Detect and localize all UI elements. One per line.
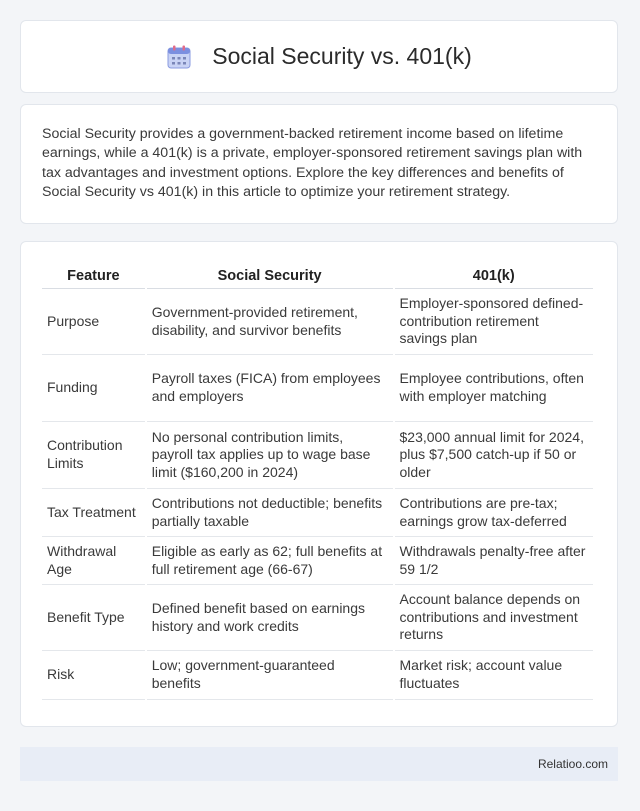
401k-cell: Employee contributions, often with employer matching	[395, 355, 594, 422]
401k-cell: $23,000 annual limit for 2024, plus $7,500 catch-up if 50 or older	[395, 422, 594, 489]
social-security-cell: Government-provided retirement, disability, and survivor benefits	[147, 289, 393, 355]
table-row	[42, 537, 593, 585]
table-row	[42, 585, 593, 651]
table-row	[42, 651, 593, 700]
intro-card	[20, 104, 618, 224]
social-security-cell: Contributions not deductible; benefits partially taxable	[147, 489, 393, 537]
social-security-cell: No personal contribution limits, payroll tax applies up to wage base limit ($160,200 in 2024)	[147, 422, 393, 489]
table-row	[42, 422, 593, 489]
401k-cell: Withdrawals penalty-free after 59 1/2	[395, 537, 594, 585]
table-row	[42, 489, 593, 537]
footer-brand[interactable]: Relatioo.com	[537, 757, 608, 771]
intro-text: Social Security provides a government-backed retirement income based on lifetime earnings, while a 401(k) is a private, employer-sponsored retirement savings plan with tax advantages and investment options. Explore the key differences and benefits of Social Security vs 401(k) in this article to optimize your retirement strategy.	[42, 126, 583, 201]
social-security-cell: Low; government-guaranteed benefits	[147, 651, 393, 700]
social-security-cell: Eligible as early as 62; full benefits at full retirement age (66-67)	[147, 537, 393, 585]
401k-cell: Market risk; account value fluctuates	[395, 651, 594, 700]
social-security-cell: Defined benefit based on earnings history and work credits	[147, 585, 393, 651]
feature-cell: Withdrawal Age	[42, 537, 145, 585]
comparison-table	[40, 264, 595, 700]
feature-cell: Benefit Type	[42, 585, 145, 651]
feature-cell: Contribution Limits	[42, 422, 145, 489]
table-row	[42, 355, 593, 422]
feature-cell: Funding	[42, 355, 145, 422]
calendar-icon	[166, 44, 192, 70]
footer	[20, 747, 618, 781]
column-header-social-security: Social Security	[147, 264, 393, 289]
comparison-card	[20, 241, 618, 727]
feature-cell: Risk	[42, 651, 145, 700]
table-row	[42, 289, 593, 355]
social-security-cell: Payroll taxes (FICA) from employees and employers	[147, 355, 393, 422]
401k-cell: Employer-sponsored defined-contribution retirement savings plan	[395, 289, 594, 355]
page-title: Social Security vs. 401(k)	[212, 43, 472, 69]
feature-cell: Tax Treatment	[42, 489, 145, 537]
table-header-row	[42, 264, 593, 289]
feature-cell: Purpose	[42, 289, 145, 355]
column-header-feature: Feature	[42, 264, 145, 289]
401k-cell: Account balance depends on contributions and investment returns	[395, 585, 594, 651]
column-header-401k: 401(k)	[395, 264, 594, 289]
401k-cell: Contributions are pre-tax; earnings grow tax-deferred	[395, 489, 594, 537]
title-card	[20, 20, 618, 93]
